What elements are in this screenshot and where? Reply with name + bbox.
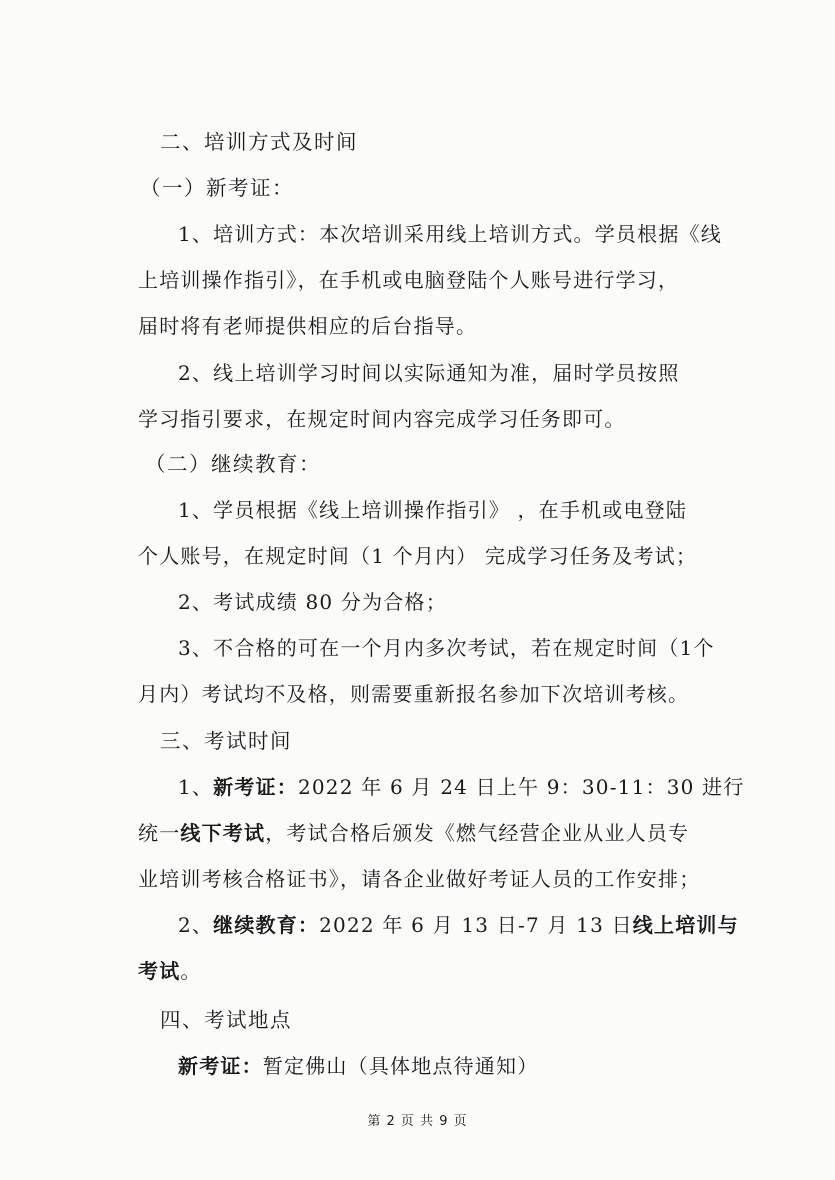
section-2-sub-2-heading: （二）继续教育： xyxy=(145,452,321,476)
bold-label: 新考证： xyxy=(213,775,298,799)
item-text: 2022 年 6 月 24 日上午 9：30-11：30 进行 xyxy=(297,775,745,799)
item-number: 1、 xyxy=(178,775,214,799)
paragraph-line: 届时将有老师提供相应的后台指导。 xyxy=(138,314,478,338)
page-footer: 第 2 页 共 9 页 xyxy=(367,1114,468,1129)
paragraph-line: 学习指引要求，在规定时间内容完成学习任务即可。 xyxy=(138,407,626,431)
item-text: 暂定佛山（具体地点待通知） xyxy=(262,1054,539,1078)
bold-text: 考试 xyxy=(138,959,181,983)
paragraph-line xyxy=(178,775,745,799)
section-2-sub-1-heading: （一）新考证： xyxy=(140,176,294,200)
paragraph-line: 3、不合格的可在一个月内多次考试，若在规定时间（1个 xyxy=(178,636,715,660)
paragraph-line: 月内）考试均不及格，则需要重新报名参加下次培训考核。 xyxy=(138,682,690,706)
section-2-heading: 二、培训方式及时间 xyxy=(160,130,358,154)
paragraph-line xyxy=(138,821,689,845)
paragraph-line: 1、学员根据《线上培训操作指引》 ，在手机或电登陆 xyxy=(178,498,688,522)
paragraph-line: 业培训考核合格证书》，请各企业做好考证人员的工作安排； xyxy=(138,867,701,891)
paragraph-line: 个人账号，在规定时间（1 个月内） 完成学习任务及考试； xyxy=(138,544,698,568)
item-text: 。 xyxy=(180,959,202,983)
paragraph-line xyxy=(138,959,202,983)
paragraph-line: 2、线上培训学习时间以实际通知为准，届时学员按照 xyxy=(178,361,680,385)
item-text: 统一 xyxy=(138,821,181,845)
paragraph-line xyxy=(178,913,739,937)
paragraph-line: 上培训操作指引》，在手机或电脑登陆个人账号进行学习， xyxy=(138,268,680,292)
section-4-heading: 四、考试地点 xyxy=(160,1008,292,1032)
bold-label: 继续教育： xyxy=(213,913,320,937)
item-text: 2022 年 6 月 13 日-7 月 13 日 xyxy=(319,913,633,937)
paragraph-line: 2、考试成绩 80 分为合格； xyxy=(178,590,447,614)
item-number: 2、 xyxy=(178,913,214,937)
bold-text: 线下考试 xyxy=(180,821,266,845)
section-3-heading: 三、考试时间 xyxy=(160,729,292,753)
item-text: ，考试合格后颁发《燃气经营企业从业人员专 xyxy=(265,821,690,845)
bold-label: 新考证： xyxy=(178,1054,263,1078)
bold-text: 线上培训与 xyxy=(632,913,739,937)
paragraph-line: 1、培训方式：本次培训采用线上培训方式。学员根据《线 xyxy=(178,222,722,246)
paragraph-line xyxy=(178,1054,538,1078)
